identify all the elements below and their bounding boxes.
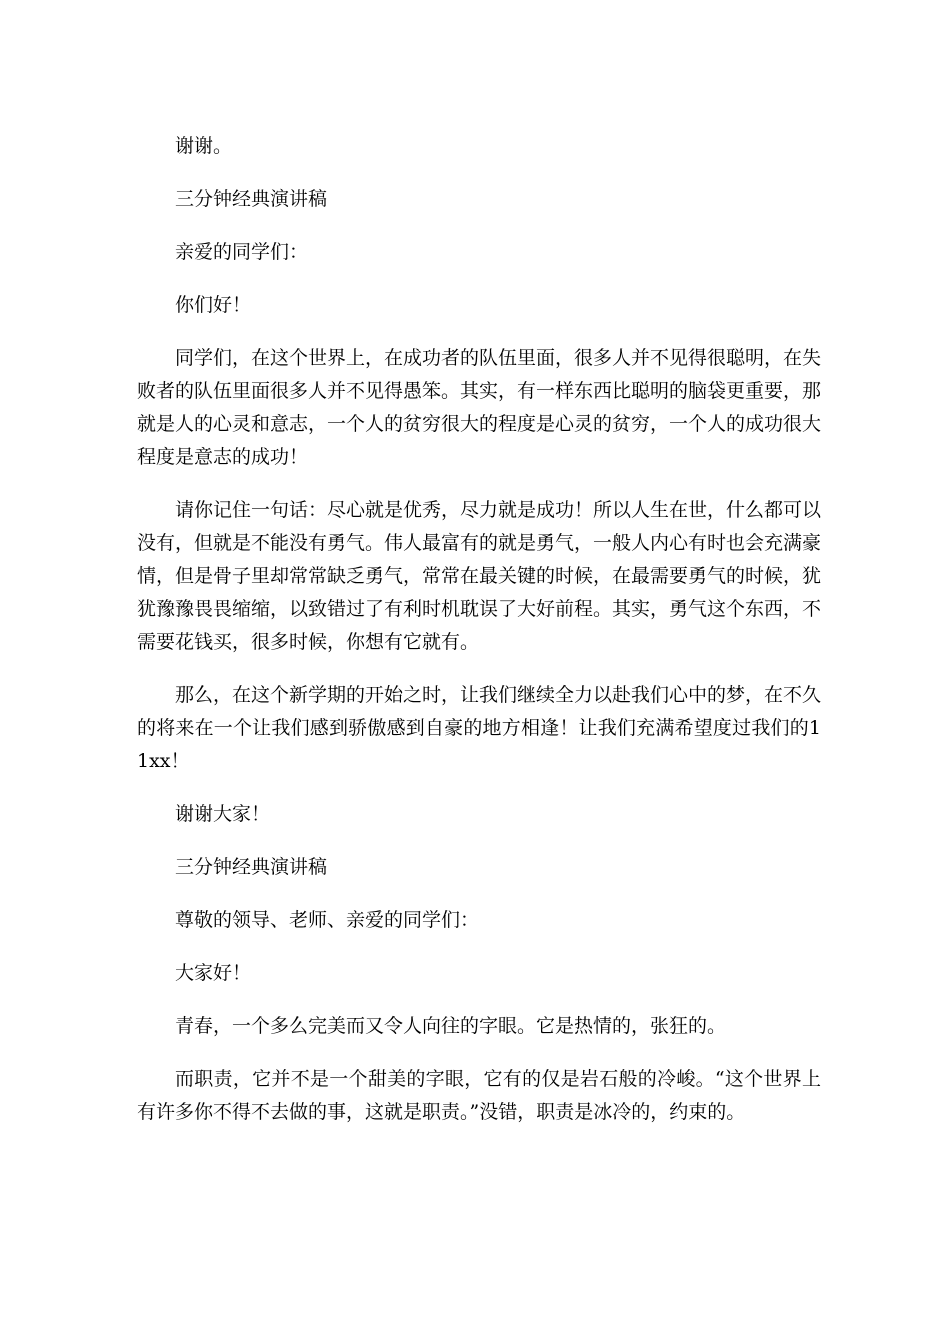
speech-title-1: 三分钟经典演讲稿 xyxy=(175,188,328,210)
body-paragraph-2: 请你记住一句话：尽心就是优秀，尽力就是成功！所以人生在世，什么都可以没有，但就是不能没有勇气。伟人最富有的就是勇气，一般人内心有时也会充满豪情，但是骨子里却常常缺乏勇气，常常在最关键的时候，在最需要勇气的时候，犹犹豫豫畏畏缩缩，以致错过了有利时机耽误了大好前程。其实，勇气这个东西，不需要花钱买，很多时候，你想有它就有。 xyxy=(137,499,822,653)
body-paragraph-3: 那么，在这个新学期的开始之时，让我们继续全力以赴我们心中的梦，在不久的将来在一个让我们感到骄傲感到自豪的地方相逢！让我们充满希望度过我们的11xx！ xyxy=(137,684,822,772)
salutation-2: 尊敬的领导、老师、亲爱的同学们： xyxy=(175,909,480,931)
document-body xyxy=(137,130,821,1129)
greeting-1: 你们好！ xyxy=(175,294,252,316)
closing-thanks: 谢谢。 xyxy=(175,135,233,157)
salutation-1: 亲爱的同学们： xyxy=(175,241,309,263)
body-paragraph-5: 而职责，它并不是一个甜美的字眼，它有的仅是岩石般的冷峻。“这个世界上有许多你不得不去做的事，这就是职责。”没错，职责是冰冷的，约束的。 xyxy=(137,1068,821,1123)
greeting-2: 大家好！ xyxy=(175,962,252,984)
body-paragraph-4: 青春，一个多么完美而又令人向往的字眼。它是热情的，张狂的。 xyxy=(175,1015,727,1037)
speech-title-2: 三分钟经典演讲稿 xyxy=(175,856,328,878)
body-paragraph-1: 同学们，在这个世界上，在成功者的队伍里面，很多人并不见得很聪明，在失败者的队伍里面很多人并不见得愚笨。其实，有一样东西比聪明的脑袋更重要，那就是人的心灵和意志，一个人的贫穷很大的程度是心灵的贫穷，一个人的成功很大程度是意志的成功！ xyxy=(137,347,822,468)
closing-thanks-2: 谢谢大家！ xyxy=(175,803,271,825)
